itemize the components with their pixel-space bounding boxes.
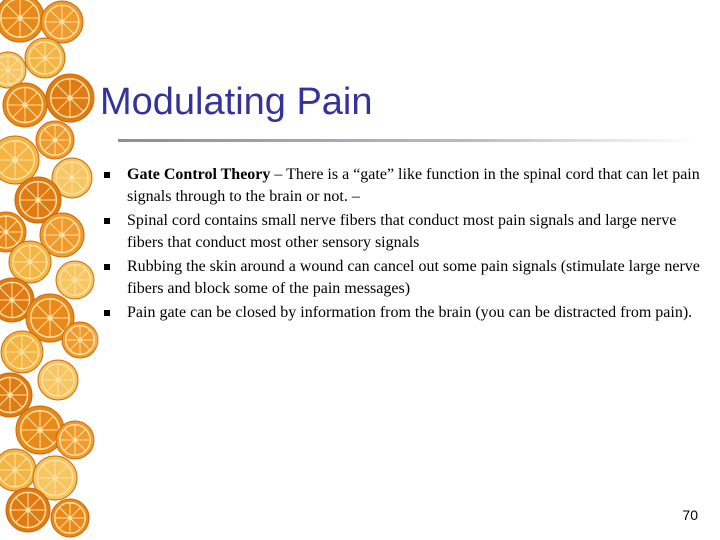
square-bullet-icon xyxy=(104,172,110,178)
bullet-item xyxy=(103,210,703,254)
bullet-list xyxy=(103,164,703,326)
bullet-text: Pain gate can be closed by information from the brain (you can be distracted from pain). xyxy=(127,304,693,321)
slide-title: Modulating Pain xyxy=(100,81,373,123)
bullet-item xyxy=(103,256,703,300)
square-bullet-icon xyxy=(104,218,110,224)
square-bullet-icon xyxy=(104,310,110,316)
page-number: 70 xyxy=(682,507,698,523)
bullet-text: Spinal cord contains small nerve fibers that conduct most pain signals and large nerve fibers that conduct most other sensory signals xyxy=(127,212,677,251)
title-underline xyxy=(118,139,700,142)
bullet-item xyxy=(103,302,703,324)
bullet-bold-term: Gate Control Theory xyxy=(127,166,271,183)
bullet-item xyxy=(103,164,703,208)
bullet-text: – There is a “gate” like function in the spinal cord that can let pain signals through to the brain or not. – xyxy=(127,166,700,205)
square-bullet-icon xyxy=(104,264,110,270)
bullet-text: Rubbing the skin around a wound can cancel out some pain signals (stimulate large nerve fibers and block some of the pain messages) xyxy=(127,258,700,297)
